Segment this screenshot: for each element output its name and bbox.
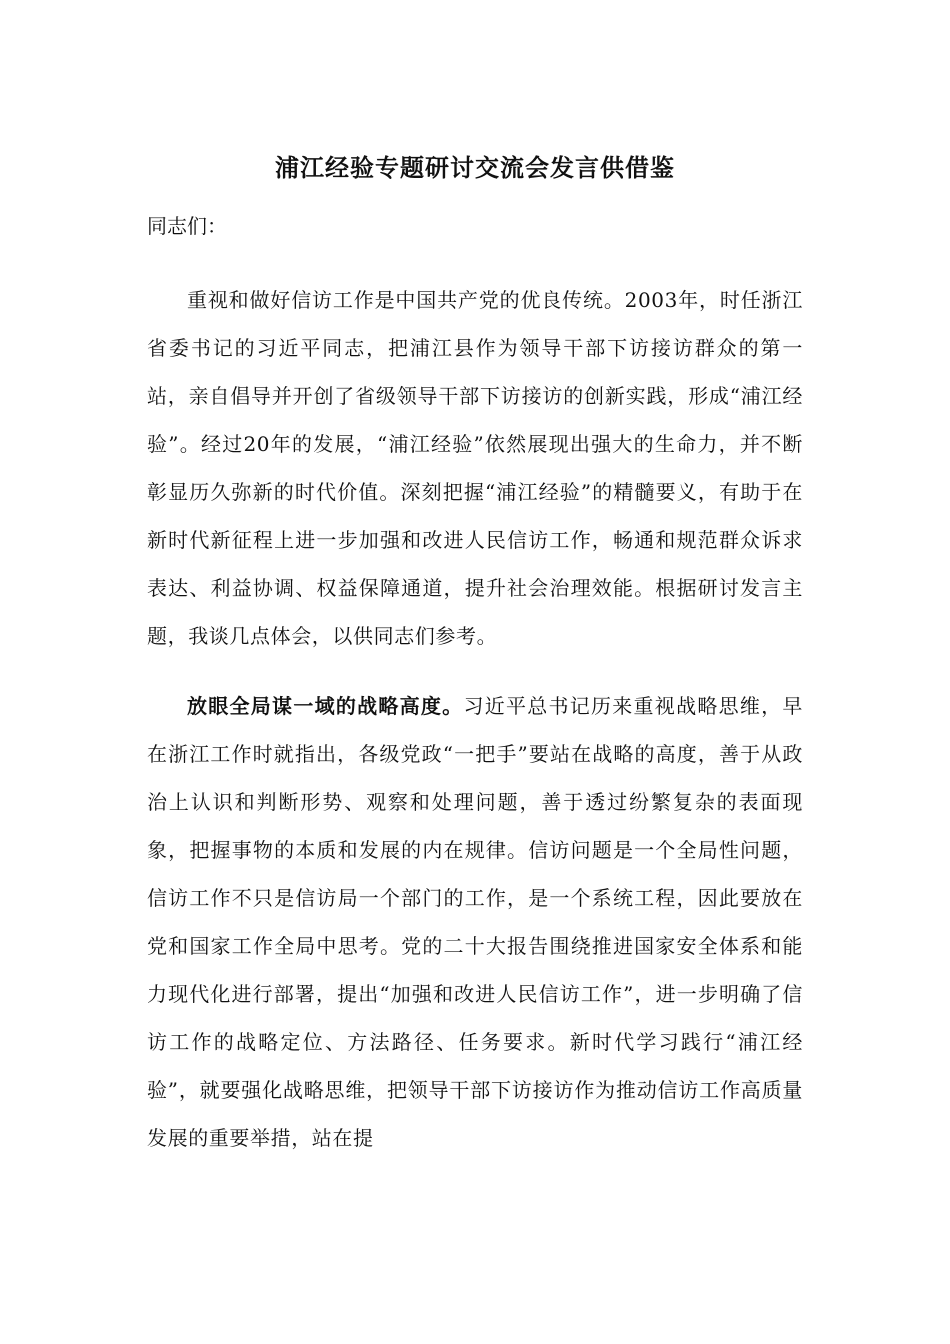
paragraph-text: 重视和做好信访工作是中国共产党的优良传统。2003年，时任浙江省委书记的习近平同志，把浦江县作为领导干部下访接访群众的第一站，亲自倡导并开创了省级领导干部下访接访的创新实践，形成“浦江经验”。经过20年的发展，“浦江经验”依然展现出强大的生命力，并不断彰显历久弥新的时代价值。深刻把握“浦江经验”的精髓要义，有助于在新时代新征程上进一步加强和改进人民信访工作，畅通和规范群众诉求表达、利益协调、权益保障通道，提升社会治理效能。根据研讨发言主题，我谈几点体会，以供同志们参考。 — [147, 288, 803, 648]
paragraph-text: 习近平总书记历来重视战略思维，早在浙江工作时就指出，各级党政“一把手”要站在战略的高度，善于从政治上认识和判断形势、观察和处理问题，善于透过纷繁复杂的表面现象，把握事物的本质和发展的内在规律。信访问题是一个全局性问题，信访工作不只是信访局一个部门的工作，是一个系统工程，因此要放在党和国家工作全局中思考。党的二十大报告围绕推进国家安全体系和能力现代化进行部署，提出“加强和改进人民信访工作”，进一步明确了信访工作的战略定位、方法路径、任务要求。新时代学习践行“浦江经验”，就要强化战略思维，把领导干部下访接访作为推动信访工作高质量发展的重要举措，站在提 — [147, 694, 803, 1150]
paragraph-strategic-height — [147, 682, 803, 1162]
document-title: 浦江经验专题研讨交流会发言供借鉴 — [275, 153, 675, 182]
salutation: 同志们： — [147, 214, 227, 238]
paragraph-intro — [147, 276, 803, 660]
document-body — [147, 210, 803, 1162]
paragraph-lead-heading: 放眼全局谋一域的战略高度。 — [187, 694, 464, 718]
